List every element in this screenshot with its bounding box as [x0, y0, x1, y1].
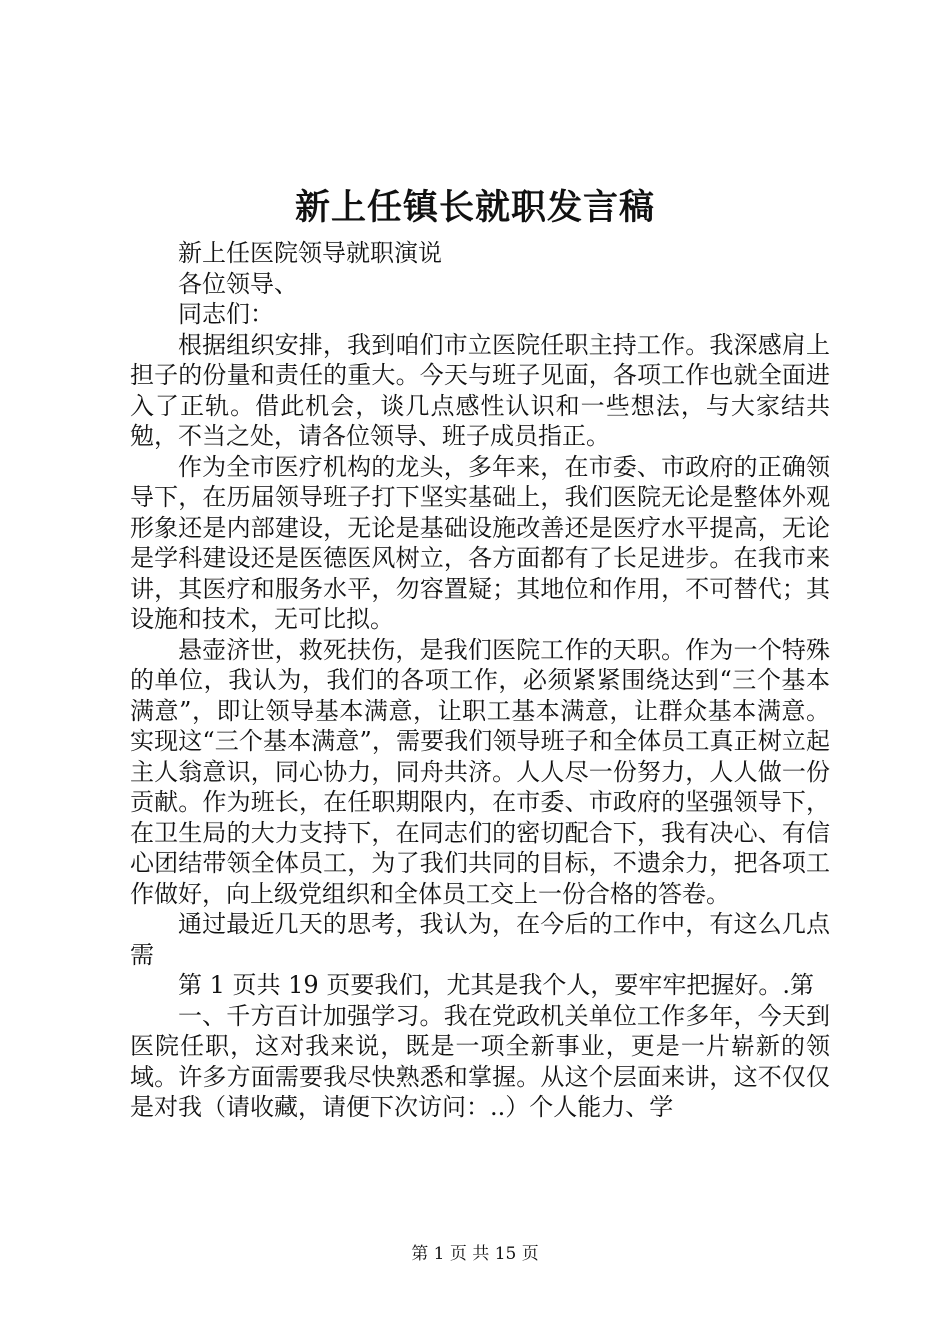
paragraph-salutation-1: 各位领导、	[178, 269, 298, 298]
paragraph: 第 1 页共 19 页要我们，尤其是我个人，要牢牢把握好。.第	[178, 971, 814, 999]
paragraph: 悬壶济世，救死扶伤，是我们医院工作的天职。作为一个特殊的单位，我认为，我们的各项工作，必须紧紧围绕达到“三个基本满意”，即让领导基本满意，让职工基本满意，让群众基本满意。实现这“三个基本满意”，需要我们领导班子和全体员工真正树立起主人翁意识，同心协力，同舟共济。人人尽一份努力，人人做一份贡献。作为班长，在任职期限内，在市委、市政府的坚强领导下，在卫生局的大力支持下，在同志们的密切配合下，我有决心、有信心团结带领全体员工，为了我们共同的目标，不遗余力，把各项工作做好，向上级党组织和全体员工交上一份合格的答卷。	[130, 635, 830, 908]
paragraph: 根据组织安排，我到咱们市立医院任职主持工作。我深感肩上担子的份量和责任的重大。今天与班子见面，各项工作也就全面进入了正轨。借此机会，谈几点感性认识和一些想法，与大家结共勉，不当之处，请各位领导、班子成员指正。	[130, 330, 830, 450]
paragraph-subtitle: 新上任医院领导就职演说	[178, 239, 442, 267]
document-body	[130, 238, 830, 1123]
paragraph-salutation-2: 同志们：	[178, 300, 274, 328]
paragraph: 一、千方百计加强学习。我在党政机关单位工作多年，今天到医院任职，这对我来说，既是一项全新事业，更是一片崭新的领域。许多方面需要我尽快熟悉和掌握。从这个层面来讲，这不仅仅是对我（请收藏，请便下次访问：..）个人能力、学	[130, 1001, 830, 1121]
paragraph: 通过最近几天的思考，我认为，在今后的工作中，有这么几点需	[130, 910, 830, 969]
paragraph: 作为全市医疗机构的龙头，多年来，在市委、市政府的正确领导下，在历届领导班子打下坚实基础上，我们医院无论是整体外观形象还是内部建设，无论是基础设施改善还是医疗水平提高，无论是学科建设还是医德医风树立，各方面都有了长足进步。在我市来讲，其医疗和服务水平，勿容置疑；其地位和作用，不可替代；其设施和技术，无可比拟。	[130, 452, 830, 633]
document-title: 新上任镇长就职发言稿	[294, 187, 655, 228]
page-footer: 第 1 页 共 15 页	[411, 1244, 539, 1264]
